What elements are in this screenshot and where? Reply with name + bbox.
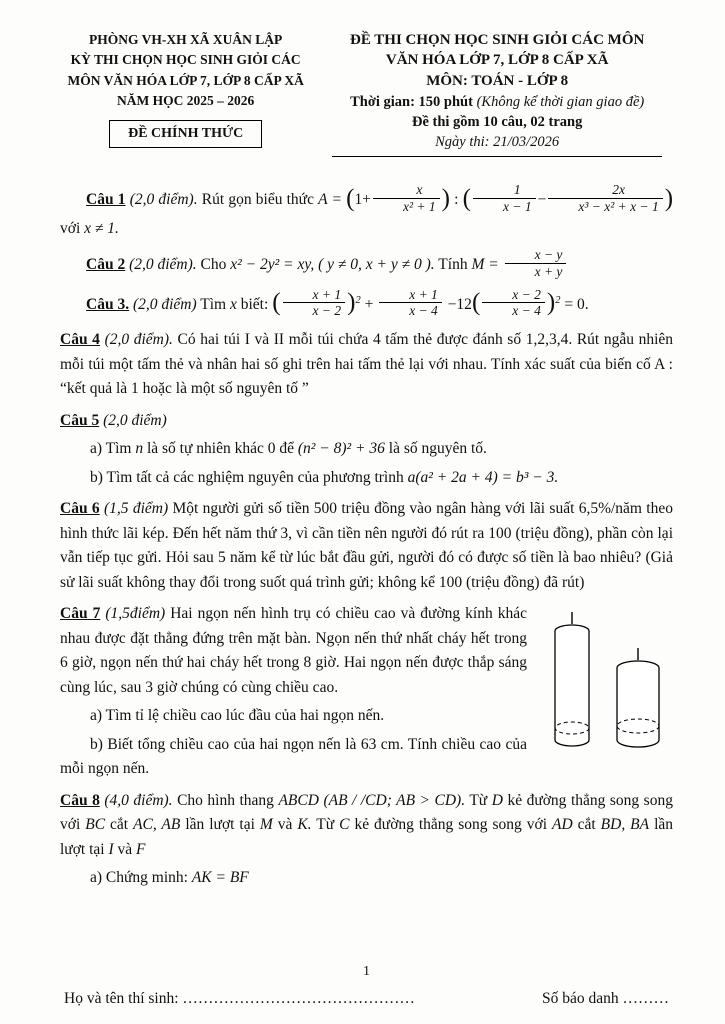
question-4-label: Câu 4 [60,331,100,349]
question-3 [60,286,673,322]
q8-text-3: kẻ đường thẳng song song với [60,791,673,834]
q1-frac1-num: x [373,182,440,199]
q3-frac3-num: x − 2 [482,287,545,304]
q3-frac1-den: x − 2 [312,303,342,319]
q3-fraction-1 [283,287,346,320]
question-1-text: Rút gọn biểu thức [201,191,314,209]
question-7-label: Câu 7 [60,605,101,623]
q2-equation: x² − 2y² = xy, ( y ≠ 0, x + y ≠ 0 ). [230,255,435,273]
candles-illustration [541,606,673,758]
q3-exponent-1: 2 [355,294,361,306]
question-1-label: Câu 1 [86,191,126,209]
q3-paren: ( [471,288,481,316]
q1-paren: ) [664,184,674,212]
duration-text: Thời gian: 150 phút [350,93,473,110]
question-3-points: (2,0 điểm) [132,295,197,313]
question-8-points: (4,0 điểm). [104,791,173,809]
question-6 [60,497,673,595]
q8-math-i: I [108,840,114,858]
exam-title-line2: VĂN HÓA LỚP 7, LỚP 8 CẤP XÃ [385,52,609,69]
q8-text-9: cắt [577,816,596,834]
duration-line [321,92,673,112]
q3-plus: + [364,295,374,313]
q8-math-m: M [259,816,273,834]
q8-text-5: lần lượt tại [185,816,255,834]
q8-text-4: cắt [110,816,129,834]
q1-fraction-2 [473,182,536,215]
official-exam-box: ĐỀ CHÍNH THỨC [109,120,262,148]
q1-with: với [60,220,81,238]
question-5a [60,437,673,461]
q3-text-1: Tìm [200,295,227,313]
exam-body [60,177,673,964]
question-6-label: Câu 6 [60,500,100,518]
q5a-text-2: là số tự nhiên khác 0 để [146,440,294,458]
q8-text-11: và [117,840,133,858]
q1-paren: ( [346,184,355,212]
q5b-text: b) Tìm tất cả các nghiệm nguyên của phương trình [90,468,404,486]
exam-title-line1: ĐỀ THI CHỌN HỌC SINH GIỎI CÁC MÔN [349,32,645,48]
exam-header [60,30,673,157]
page-footer [60,964,673,1008]
q2-text-2: Tính [438,255,468,273]
q8-text-8: kẻ đường thẳng song song với [354,816,548,834]
q2-frac-num: x − y [505,247,567,264]
q3-frac2-den: x − 4 [409,303,438,319]
contest-name-line2: MÔN VĂN HÓA LỚP 7, LỚP 8 CẤP XÃ [67,72,304,88]
q3-equals-zero: = 0. [564,295,589,313]
q8-text-7: Từ [316,816,335,834]
q8-math-ac-ab: AC, AB [133,816,181,834]
q5b-formula: a(a² + 2a + 4) = b³ − 3. [407,468,559,486]
exam-date-line: Ngày thi: 21/03/2026 [435,134,560,151]
question-2 [60,246,673,282]
q5a-variable: n [135,440,144,458]
q8-text-2: Từ [469,791,488,809]
q1-frac3-den: x³ − x² + x − 1 [578,199,659,215]
q2-frac-den: x + y [534,263,563,279]
q8-text-6: và [277,816,293,834]
q2-fraction [505,247,567,280]
q8-text-1: Cho hình thang [177,791,274,809]
question-8 [60,789,673,862]
q1-frac3-num: 2x [548,182,662,199]
q1-paren: ( [462,184,471,212]
question-7a: a) Tìm tỉ lệ chiều cao lúc đầu của hai ngọn nến. [90,707,385,725]
q3-frac2-num: x + 1 [379,287,442,304]
q3-paren: ) [347,288,356,316]
candidate-info-line [60,990,673,1008]
q8-text-10: lần lượt tại [60,816,674,858]
q8-math-k: K. [297,816,312,834]
q8a-text: a) Chứng minh: [90,869,188,887]
q8-math-ad: AD [551,816,573,834]
q3-minus-12: −12 [447,295,472,313]
question-1-points: (2,0 điểm). [129,191,198,209]
question-5 [60,409,673,433]
q3-exponent-2: 2 [555,294,561,306]
q3-paren: ( [272,288,281,316]
q1-fraction-1 [373,182,440,215]
q1-frac2-den: x − 1 [503,199,532,215]
header-divider [332,156,663,157]
issuing-office-block [60,30,311,157]
q8-math-c: C [339,816,350,834]
q8-math-bc: BC [85,816,106,834]
question-2-points: (2,0 điểm). [129,255,197,273]
question-4-points: (2,0 điểm). [104,331,173,349]
question-5-points: (2,0 điểm) [103,411,167,429]
question-1 [60,184,673,241]
question-4 [60,328,673,401]
question-6-points: (1,5 điểm) [103,500,169,518]
exam-title-block [321,30,673,157]
school-year: NĂM HỌC 2025 – 2026 [117,92,255,108]
q5a-formula: (n² − 8)² + 36 [297,440,385,458]
q1-fraction-3 [548,182,662,215]
page-number: 1 [363,964,370,979]
q2-text-1: Cho [200,255,227,273]
q3-variable: x [229,295,237,313]
question-6-text: Một người gửi số tiền 500 triệu đồng vào ngân hàng với lãi suất 6,5%/năm theo hình thức lãi kép. Đến hết năm thứ 3, vì cần tiền nên người đó rút ra 100 (triệu đồng), phần còn lại vẫn tiếp tục gửi. Hỏi sau 5 năm kể từ lúc bắt đầu gửi, người đó có được số tiền là bao nhiêu? (Giả sử lãi suất không thay đổi trong suốt quá trình gửi; không kể 100 (triệu đồng) đã rút) [60,500,673,591]
q3-fraction-2 [379,287,442,320]
q1-frac1-den: x² + 1 [403,199,436,215]
office-name: PHÒNG VH-XH XÃ XUÂN LẬP [89,32,283,47]
q8-math-condition: (AB / /CD; AB > CD). [323,791,466,809]
candidate-id-line: Số báo danh ……… [541,990,669,1007]
q3-frac1-num: x + 1 [283,287,346,304]
q1-minus: − [537,191,547,209]
question-5-label: Câu 5 [60,411,100,429]
q8-math-bd-ba: BD, BA [600,816,650,834]
q5a-text-3: là số nguyên tố. [388,440,487,458]
q1-formula-lhs: A = [318,191,342,209]
subject-line: MÔN: TOÁN - LỚP 8 [426,72,569,89]
candidate-name-line: Họ và tên thí sinh: ……………………………………… [64,990,415,1007]
question-7b: b) Biết tổng chiều cao của hai ngọn nến là 63 cm. Tính chiều cao của mỗi ngọn nến. [60,735,527,778]
q8a-formula: AK = BF [191,869,249,887]
q1-frac2-num: 1 [473,182,536,199]
question-3-label: Câu 3. [86,295,130,313]
q5a-text-1: a) Tìm [90,440,132,458]
question-7-text: Hai ngọn nến hình trụ có chiều cao và đường kính khác nhau được đặt thẳng đứng trên mặt bàn. Ngọn nến thứ nhất cháy hết trong 6 giờ, ngọn nến thứ hai cháy hết trong 8 giờ. Hai ngọn nến được thắp sáng cùng lúc, sau 3 giờ chúng có cùng chiều cao. [60,605,528,696]
q8-math-d: D [491,791,503,809]
question-5b [60,466,673,490]
q1-condition: x ≠ 1. [84,220,119,238]
question-2-label: Câu 2 [86,255,126,273]
question-7-points: (1,5điểm) [105,605,166,623]
q1-paren: ) [441,184,450,212]
q1-one-plus: 1+ [354,191,371,209]
q3-fraction-3 [482,287,545,320]
q8-math-abcd: ABCD [278,791,319,809]
question-8-label: Câu 8 [60,791,100,809]
exam-length-line: Đề thi gồm 10 câu, 02 trang [411,113,583,130]
q8-math-f: F [136,840,146,858]
contest-name-line1: KỲ THI CHỌN HỌC SINH GIỎI CÁC [70,52,301,68]
q3-text-2: biết: [240,295,269,313]
question-4-text: Có hai túi I và II mỗi túi chứa 4 tấm thẻ được đánh số 1,2,3,4. Rút ngẫu nhiên mỗi túi một tấm thẻ và nhân hai số ghi trên hai tấm thẻ lại với nhau. Tính xác suất của biến cố A : “kết quả là 1 hoặc là một số nguyên tố ” [60,331,674,398]
duration-note: (Không kể thời gian giao đề) [476,93,645,110]
q2-m-equals: M = [471,255,499,273]
question-7-block [60,602,673,781]
q3-paren: ) [546,288,556,316]
q1-colon: : [454,191,459,209]
q3-frac3-den: x − 4 [512,303,541,319]
question-8a [60,866,673,890]
